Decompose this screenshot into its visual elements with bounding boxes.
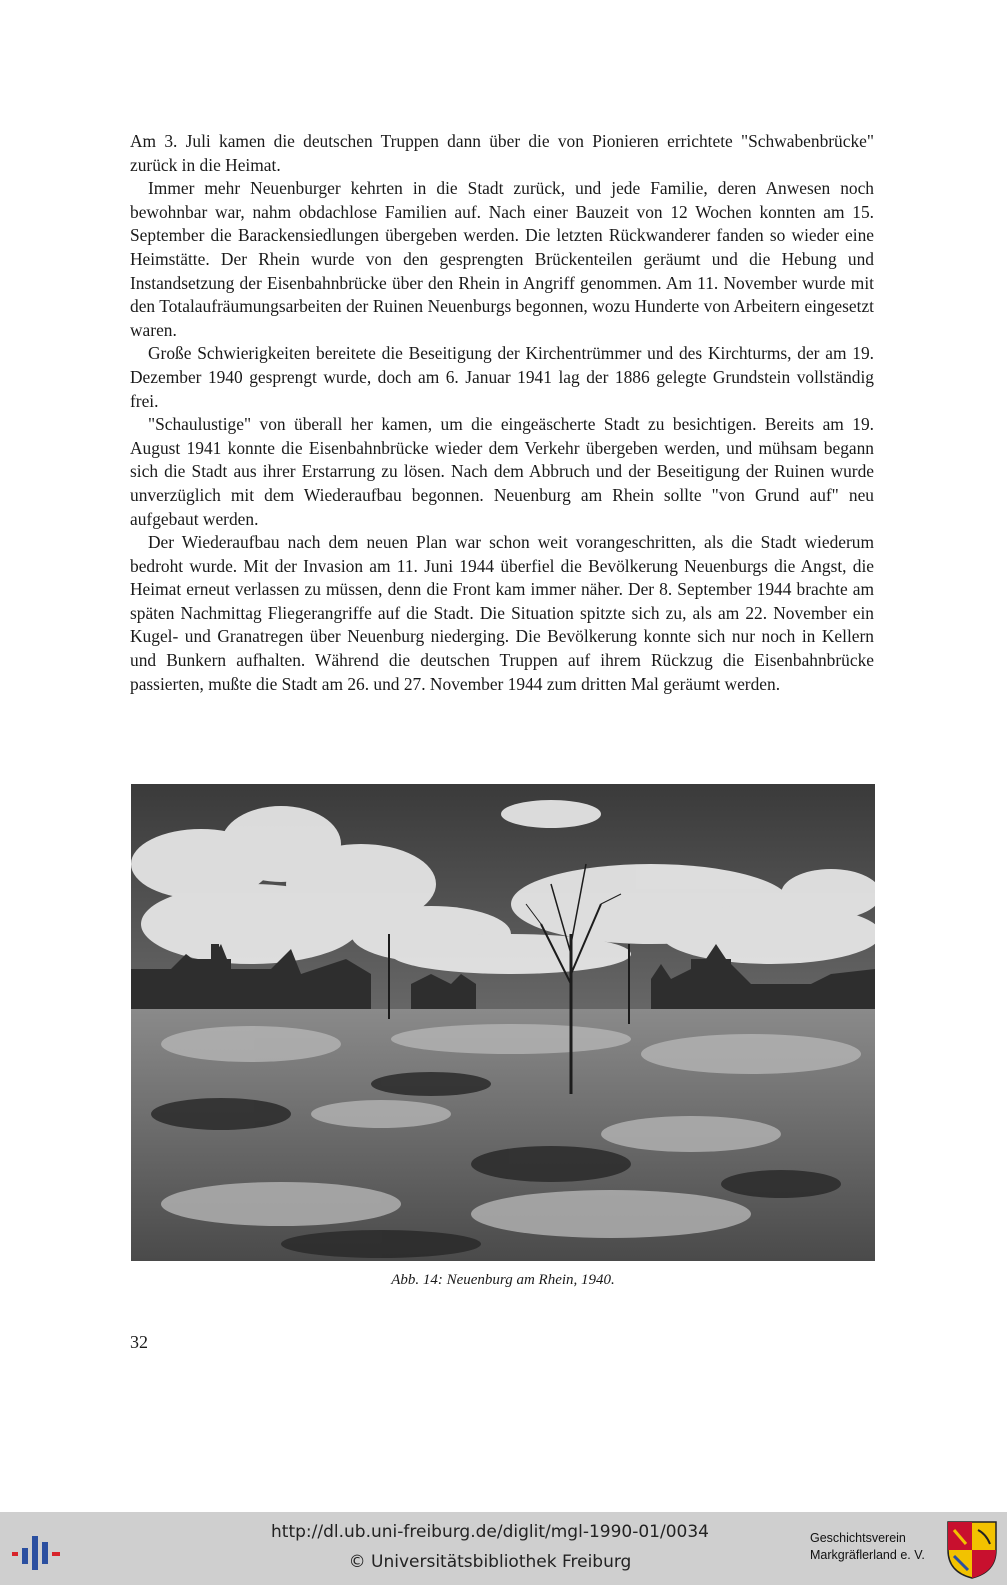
society-name-line-2: Markgräflerland e. V. <box>810 1548 925 1562</box>
copyright-notice: © Universitätsbibliothek Freiburg <box>348 1552 632 1572</box>
ruins-photograph <box>131 784 875 1261</box>
paragraph-4: "Schaulustige" von überall her kamen, um die eingeäscherte Stadt zu besichtigen. Bereits am 19. August 1941 konnte die Eisenbahnbrücke wieder dem Verkehr übergeben werden, und mühsam begann sich die Stadt aus ihrer Erstarrung zu lösen. Nach dem Abbruch und der Beseitigung der Ruinen wurde unverzüglich mit dem Wiederaufbau begonnen. Neuenburg am Rhein sollte "von Grund auf" neu aufgebaut werden. <box>130 414 874 529</box>
library-logo-icon <box>12 1532 64 1572</box>
society-name-line-1: Geschichtsverein <box>810 1531 906 1545</box>
photo-illustration <box>131 784 875 1261</box>
figure-caption: Abb. 14: Neuenburg am Rhein, 1940. <box>391 1272 615 1288</box>
coat-of-arms-icon <box>946 1520 998 1580</box>
paragraph-3: Große Schwierigkeiten bereitete die Beseitigung der Kirchentrümmer und des Kirchturms, der am 19. Dezember 1940 gesprengt wurde, doch am 6. Januar 1941 lag der 1886 gelegte Grundstein vollständig frei. <box>130 343 874 411</box>
source-url-link[interactable]: http://dl.ub.uni-freiburg.de/diglit/mgl-1990-01/0034 <box>271 1522 709 1542</box>
page-number: 32 <box>130 1332 148 1352</box>
footer-bar <box>0 1512 1007 1585</box>
body-text <box>130 130 874 696</box>
paragraph-1: Am 3. Juli kamen die deutschen Truppen dann über die von Pionieren errichtete "Schwabenbrücke" zurück in die Heimat. <box>130 131 874 175</box>
paragraph-5: Der Wiederaufbau nach dem neuen Plan war schon weit vorangeschritten, als die Stadt wiederum bedroht wurde. Mit der Invasion am 11. Juni 1944 überfiel die Bevölkerung Neuenburgs die Angst, die Heimat erneut verlassen zu müssen, denn die Front kam immer näher. Der 8. September 1944 brachte am späten Nachmittag Fliegerangriffe auf die Stadt. Die Situation spitzte sich zu, als am 22. November ein Kugel- und Granatregen über Neuenburg niederging. Die Bevölkerung konnte sich nur noch in Kellern und Bunkern aufhalten. Während die deutschen Truppen auf ihrem Rückzug die Eisenbahnbrücke passierten, mußte die Stadt am 26. und 27. November 1944 zum dritten Mal geräumt werden. <box>130 532 874 694</box>
paragraph-2: Immer mehr Neuenburger kehrten in die Stadt zurück, und jede Familie, deren Anwesen noch bewohnbar war, nahm obdachlose Familien auf. Nach einer Bauzeit von 12 Wochen konnten am 15. September die Barackensiedlungen übergeben werden. Die letzten Rückwanderer fanden so wieder eine Heimstätte. Der Rhein wurde von den gesprengten Brückenteilen geräumt und die Hebung und Instandsetzung der Eisenbahnbrücke über den Rhein in Angriff genommen. Am 11. November wurde mit den Totalaufräumungsarbeiten der Ruinen Neuenburgs begonnen, wozu Hunderte von Arbeitern eingesetzt waren. <box>130 178 874 340</box>
society-name <box>810 1530 925 1564</box>
